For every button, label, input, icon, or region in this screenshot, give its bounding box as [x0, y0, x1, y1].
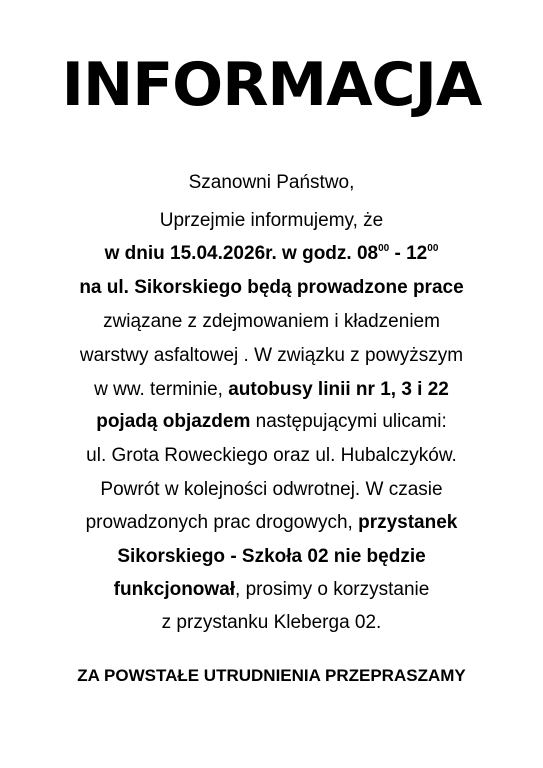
body-line-12-plain: , prosimy o korzystanie	[235, 579, 430, 600]
body-line-5: warstwy asfaltowej . W związku z powyższym	[79, 345, 464, 366]
body-line-9: Powrót w kolejności odwrotnej. W czasie	[100, 479, 443, 500]
notice-title: INFORMACJA	[61, 50, 482, 120]
end-time-text: - 12	[389, 243, 428, 264]
intro-line: Uprzejmie informujemy, że	[159, 210, 384, 231]
end-minutes: 00	[427, 243, 439, 254]
body-line-6	[0, 378, 543, 402]
bus-lines-text: autobusy linii nr 1, 3 i 22	[228, 379, 449, 400]
body-line-12	[0, 578, 543, 602]
body-line-10-plain: prowadzonych prac drogowych,	[85, 512, 359, 533]
body-line-7-plain: następującymi ulicami:	[250, 411, 447, 432]
body-line-13: z przystanku Kleberga 02.	[161, 612, 382, 633]
body-line-7	[0, 410, 543, 434]
body-line-10	[0, 511, 543, 535]
stop-word: przystanek	[358, 512, 458, 533]
date-time-line	[0, 242, 543, 266]
body-line-8: ul. Grota Roweckiego oraz ul. Hubalczyków.	[86, 445, 457, 466]
date-text: w dniu 15.04.2026r. w godz. 08	[104, 243, 379, 264]
apology-footer: ZA POWSTAŁE UTRUDNIENIA PRZEPRASZAMY	[77, 666, 466, 685]
stop-name-line: Sikorskiego - Szkoła 02 nie będzie	[117, 546, 426, 567]
body-line-4: związane z zdejmowaniem i kładzeniem	[103, 311, 440, 332]
body-line-6-plain: w ww. terminie,	[94, 379, 229, 400]
greeting: Szanowni Państwo,	[188, 172, 355, 193]
street-line: na ul. Sikorskiego będą prowadzone prace	[79, 277, 464, 298]
detour-text: pojadą objazdem	[96, 411, 251, 432]
not-operating-text: funkcjonował	[113, 579, 236, 600]
start-minutes: 00	[378, 243, 390, 254]
